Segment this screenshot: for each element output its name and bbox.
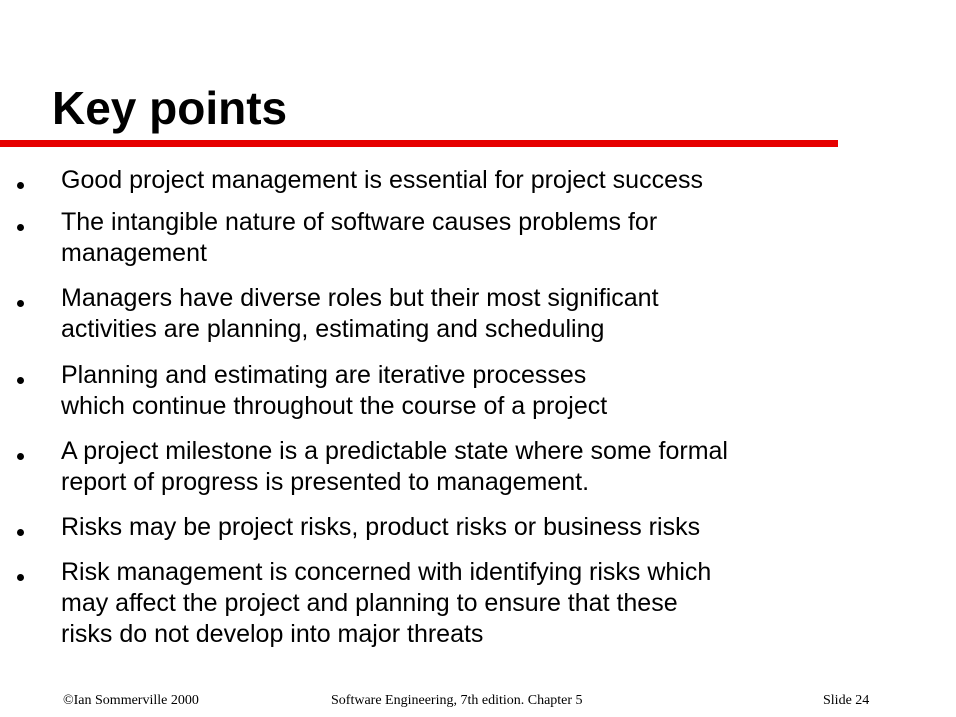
bullet-text	[61, 360, 931, 422]
bullet-dot-icon	[17, 377, 24, 384]
bullet-line: Risk management is concerned with identifying risks which	[61, 558, 712, 586]
bullet-line: Planning and estimating are iterative processes	[61, 361, 587, 389]
title-underline	[0, 140, 838, 147]
bullet-text	[61, 283, 931, 345]
bullet-dot-icon	[17, 300, 24, 307]
bullet-line: The intangible nature of software causes problems for	[61, 208, 658, 236]
bullet-line: may affect the project and planning to ensure that these	[61, 589, 678, 617]
bullet-line: management	[61, 239, 207, 267]
bullet-dot-icon	[17, 453, 24, 460]
bullet-dot-icon	[17, 224, 24, 231]
bullet-text	[61, 436, 931, 498]
bullet-text	[61, 512, 931, 543]
bullet-text	[61, 165, 931, 196]
bullet-dot-icon	[17, 182, 24, 189]
footer-book-title: Software Engineering, 7th edition. Chapter 5	[331, 693, 583, 708]
bullet-dot-icon	[17, 529, 24, 536]
bullet-line: which continue throughout the course of a project	[61, 392, 608, 420]
bullet-line: A project milestone is a predictable state where some formal	[61, 437, 728, 465]
footer-copyright: ©Ian Sommerville 2000	[63, 693, 199, 708]
bullet-text	[61, 207, 931, 269]
bullet-line: Managers have diverse roles but their most significant	[61, 284, 659, 312]
bullet-line: Risks may be project risks, product risks or business risks	[61, 513, 701, 541]
bullet-dot-icon	[17, 574, 24, 581]
bullet-line: activities are planning, estimating and scheduling	[61, 315, 605, 343]
bullet-line: Good project management is essential for project success	[61, 166, 703, 194]
bullet-line: report of progress is presented to management.	[61, 468, 590, 496]
bullet-line: risks do not develop into major threats	[61, 620, 484, 648]
footer-slide-number: Slide 24	[823, 693, 870, 708]
slide-title: Key points	[52, 82, 288, 134]
bullet-text	[61, 557, 931, 650]
